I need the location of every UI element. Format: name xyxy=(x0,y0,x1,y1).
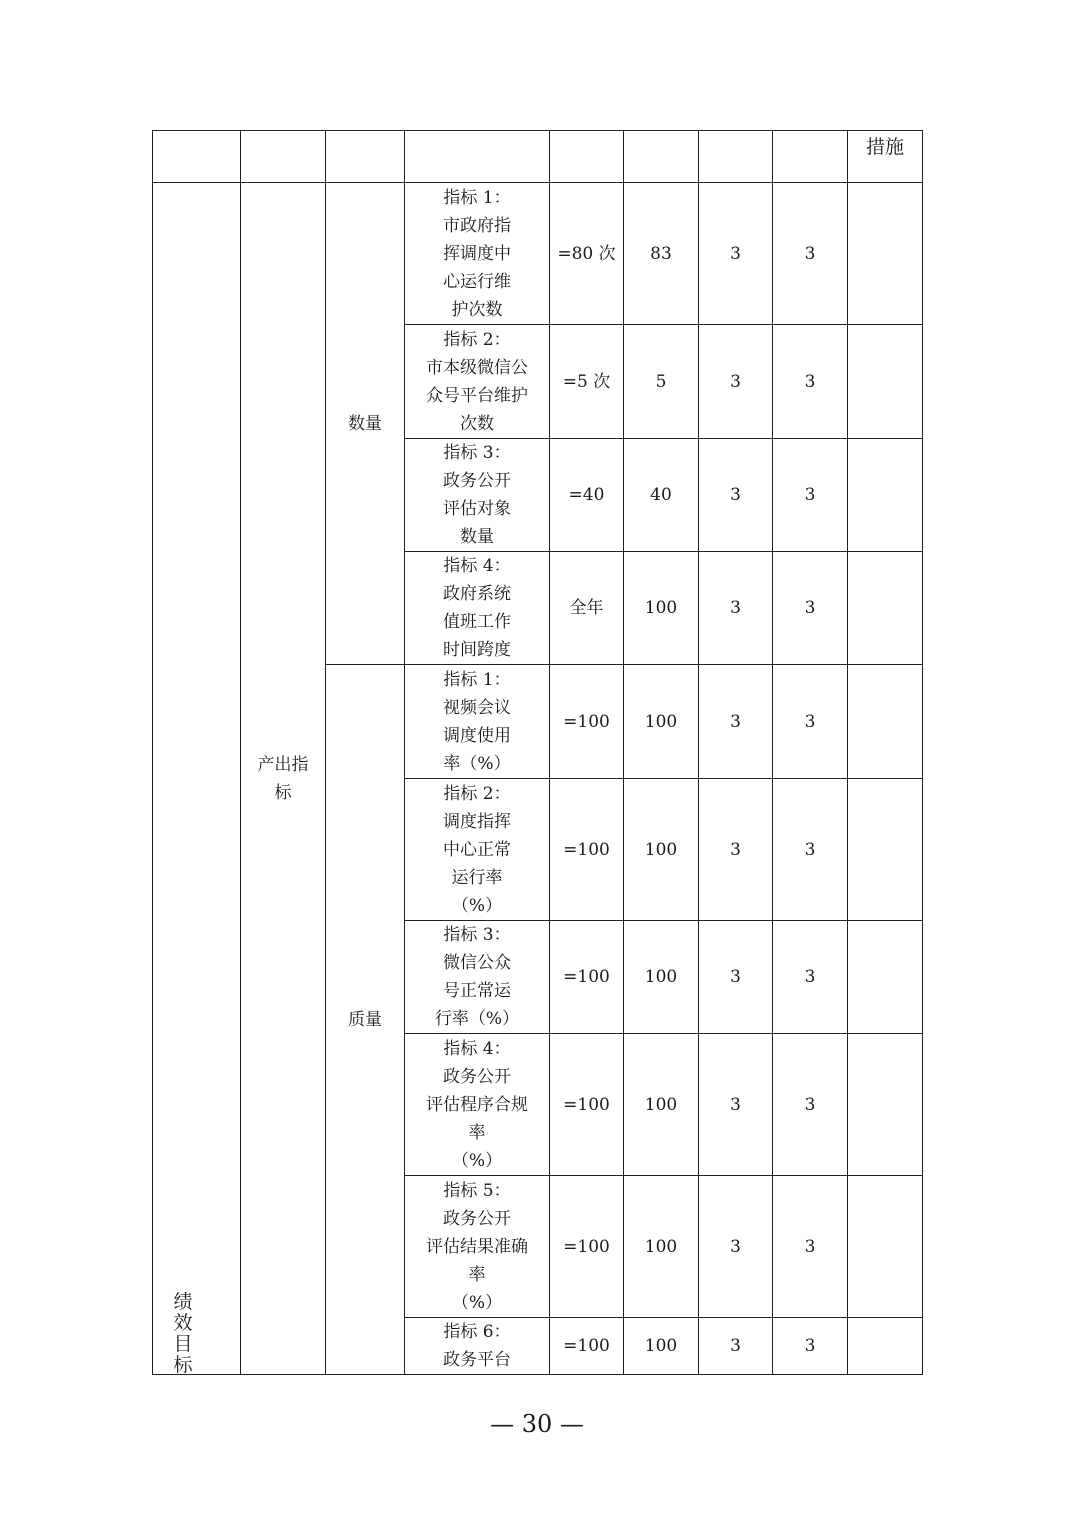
indicator-name-line: 评估对象 xyxy=(443,499,511,519)
table-top-border xyxy=(152,130,923,131)
weight-cell: 3 xyxy=(730,598,741,618)
measures-cell xyxy=(848,325,922,438)
score-cell: 3 xyxy=(804,711,816,732)
indicator-name-line: 调度指挥 xyxy=(443,811,511,832)
indicator-name-line: 护次数 xyxy=(451,299,503,320)
target-value-cell: =100 xyxy=(563,1094,610,1115)
measures-cell xyxy=(848,1318,922,1374)
indicator-name-line: 率（%） xyxy=(443,753,511,774)
measures-cell xyxy=(848,183,922,324)
indicator-name-line: 指标 4： xyxy=(443,556,511,576)
indicator-name-cell xyxy=(405,1176,549,1317)
actual-value-cell: 100 xyxy=(644,1236,678,1257)
indicator-name-line: 心运行维 xyxy=(443,271,511,292)
indicator-name-line: 指标 2： xyxy=(443,783,511,804)
indicator-name-line: 率 xyxy=(468,1264,486,1285)
indicator-name-line: 行率（%） xyxy=(434,1009,520,1029)
indicator-name-line: 指标 6： xyxy=(443,1322,511,1342)
score-cell: 3 xyxy=(804,598,816,618)
level1-char-3: 目 xyxy=(173,1333,193,1355)
indicator-name-line: 政务公开 xyxy=(443,1066,511,1087)
indicator-name-line: 政务平台 xyxy=(443,1350,511,1370)
indicator-name-line: 指标 1： xyxy=(443,187,511,208)
header-measures-label: 措施 xyxy=(865,136,904,158)
weight-cell: 3 xyxy=(730,1236,741,1257)
indicator-name-line: 挥调度中 xyxy=(443,243,511,264)
level1-char-4: 标 xyxy=(173,1354,193,1376)
indicator-name-line: 调度使用 xyxy=(443,725,511,746)
indicator-name-line: 评估结果准确 xyxy=(426,1236,528,1257)
indicator-name-line: 指标 5： xyxy=(443,1180,511,1201)
indicator-name-line: 时间跨度 xyxy=(443,640,511,660)
weight-cell: 3 xyxy=(730,711,741,732)
actual-value-cell: 100 xyxy=(644,1336,678,1356)
indicator-name-line: 指标 1： xyxy=(443,669,511,690)
target-value-cell: =100 xyxy=(563,967,610,987)
indicator-name-line: 市本级微信公 xyxy=(426,357,528,378)
indicator-name-line: 值班工作 xyxy=(443,612,511,632)
level1-char-2: 效 xyxy=(173,1312,193,1334)
indicator-name-line: 市政府指 xyxy=(443,215,511,236)
weight-cell: 3 xyxy=(730,485,741,505)
indicator-name-line: 政务公开 xyxy=(443,1208,511,1229)
indicator-name-cell xyxy=(405,552,549,664)
measures-cell xyxy=(848,779,922,920)
target-value-cell: =100 xyxy=(563,839,610,860)
header-measures-cell xyxy=(848,131,922,184)
measures-cell xyxy=(848,1176,922,1317)
actual-value-cell: 100 xyxy=(644,711,678,732)
target-value-cell: 全年 xyxy=(569,598,604,618)
actual-value-cell: 100 xyxy=(644,967,678,987)
score-cell: 3 xyxy=(804,1094,816,1115)
indicator-name-line: （%） xyxy=(451,895,503,916)
indicator-name-line: 次数 xyxy=(460,413,494,434)
indicator-name-line: 数量 xyxy=(460,527,494,547)
column-border-0 xyxy=(152,130,153,1375)
actual-value-cell: 100 xyxy=(644,598,678,618)
group-quantity-cell xyxy=(326,183,404,664)
weight-cell: 3 xyxy=(730,371,741,392)
table-bottom-border xyxy=(152,1374,923,1375)
score-cell: 3 xyxy=(804,839,816,860)
page-number: — 30 — xyxy=(490,1410,584,1438)
target-value-cell: =80 次 xyxy=(557,243,616,264)
group-quantity-label: 数量 xyxy=(348,414,382,434)
actual-value-cell: 100 xyxy=(644,1094,678,1115)
indicator-name-line: 指标 3： xyxy=(443,443,511,463)
indicator-name-line: 号正常运 xyxy=(443,981,511,1001)
score-cell: 3 xyxy=(804,1336,816,1356)
indicator-name-cell xyxy=(405,1318,549,1374)
indicator-name-line: 率 xyxy=(468,1122,486,1143)
indicator-name-cell xyxy=(405,779,549,920)
column-border-9 xyxy=(922,130,923,1375)
measures-cell xyxy=(848,1034,922,1175)
measures-cell xyxy=(848,552,922,664)
group-quality-label: 质量 xyxy=(348,1010,382,1030)
indicator-name-line: 指标 3： xyxy=(443,925,511,945)
target-value-cell: =40 xyxy=(568,485,605,505)
score-cell: 3 xyxy=(804,1236,816,1257)
group-quality-cell xyxy=(326,665,404,1374)
weight-cell: 3 xyxy=(730,839,741,860)
indicator-name-line: 指标 2： xyxy=(443,329,511,350)
weight-cell: 3 xyxy=(730,1336,741,1356)
measures-cell xyxy=(848,665,922,778)
level1-char-1: 绩 xyxy=(173,1291,193,1313)
indicator-name-cell xyxy=(405,325,549,438)
indicator-name-cell xyxy=(405,183,549,324)
level2-label-line-2: 标 xyxy=(274,782,292,803)
target-value-cell: =5 次 xyxy=(562,371,611,392)
indicator-name-line: 政务公开 xyxy=(443,471,511,491)
indicator-name-cell xyxy=(405,1034,549,1175)
indicator-name-line: （%） xyxy=(451,1292,503,1313)
indicator-name-cell xyxy=(405,921,549,1033)
target-value-cell: =100 xyxy=(563,1236,610,1257)
measures-cell xyxy=(848,921,922,1033)
actual-value-cell: 40 xyxy=(650,485,672,505)
level2-label-line-1: 产出指 xyxy=(257,754,309,775)
indicator-name-line: 政府系统 xyxy=(443,584,511,604)
indicator-name-line: 中心正常 xyxy=(443,839,511,860)
actual-value-cell: 83 xyxy=(650,243,672,264)
indicator-name-line: 众号平台维护 xyxy=(426,385,528,406)
actual-value-cell: 100 xyxy=(644,839,678,860)
indicator-name-line: 运行率 xyxy=(451,867,503,888)
indicator-name-line: 指标 4： xyxy=(443,1038,511,1059)
weight-cell: 3 xyxy=(730,1094,741,1115)
indicator-name-line: 评估程序合规 xyxy=(426,1094,528,1115)
weight-cell: 3 xyxy=(730,243,741,264)
target-value-cell: =100 xyxy=(563,1336,610,1356)
score-cell: 3 xyxy=(804,967,816,987)
measures-cell xyxy=(848,439,922,551)
score-cell: 3 xyxy=(804,371,816,392)
level2-output-indicator-cell xyxy=(241,183,325,1374)
indicator-name-line: 微信公众 xyxy=(443,953,511,973)
indicator-name-cell xyxy=(405,439,549,551)
target-value-cell: =100 xyxy=(563,711,610,732)
indicator-name-cell xyxy=(405,665,549,778)
actual-value-cell: 5 xyxy=(655,371,667,392)
weight-cell: 3 xyxy=(730,967,741,987)
indicator-name-line: （%） xyxy=(451,1150,503,1171)
score-cell: 3 xyxy=(804,485,816,505)
indicator-name-line: 视频会议 xyxy=(443,697,511,718)
level1-performance-goal-cell xyxy=(152,1292,240,1376)
score-cell: 3 xyxy=(804,243,816,264)
